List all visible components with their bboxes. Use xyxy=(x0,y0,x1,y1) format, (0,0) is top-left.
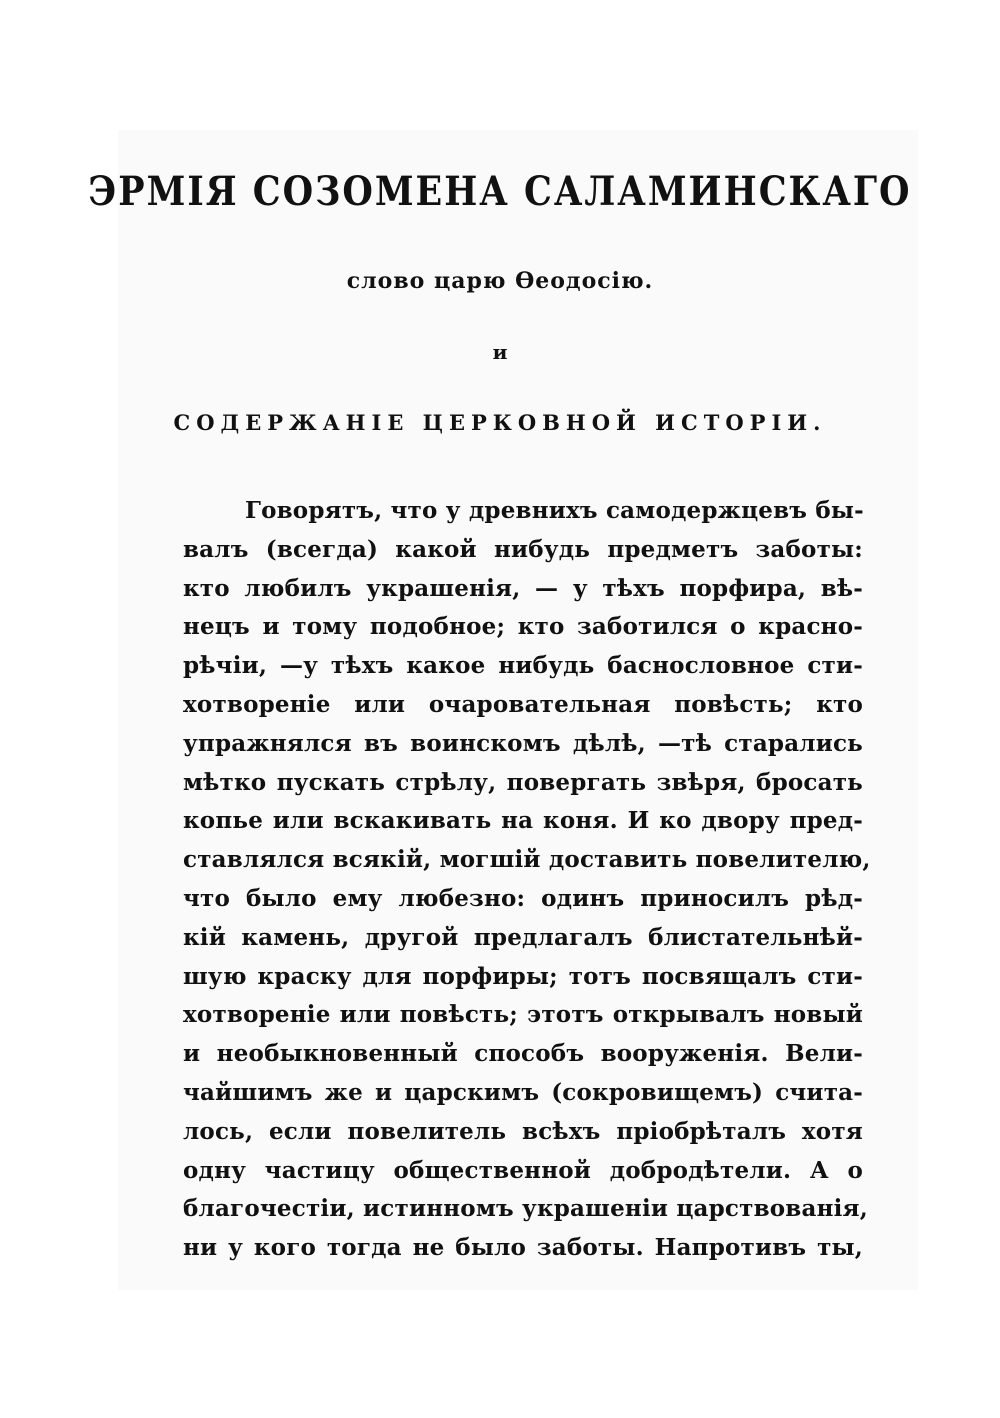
text-line: кто любилъ украшенія, — у тѣхъ порфира, вѣ- xyxy=(183,574,863,602)
section-heading: СОДЕРЖАНІЕ ЦЕРКОВНОЙ ИСТОРІИ. xyxy=(173,410,827,435)
text-line: что было ему любезно: одинъ приносилъ рѣд- xyxy=(183,884,863,912)
text-line: хотвореніе или повѣсть; этотъ открывалъ новый xyxy=(183,1001,863,1029)
text-line: Говорятъ, что у древнихъ самодержцевъ бы- xyxy=(245,497,864,524)
text-line: хотвореніе или очаровательная повѣсть; кто xyxy=(183,690,863,718)
conjunction: и xyxy=(492,340,508,364)
text-line: упражнялся въ воинскомъ дѣлѣ, —тѣ старались xyxy=(183,729,863,757)
text-line: ни у кого тогда не было заботы. Напротивъ ты, xyxy=(183,1234,863,1262)
body-text xyxy=(183,492,871,1268)
text-line: благочестіи, истинномъ украшеніи царствованія, xyxy=(183,1195,868,1223)
text-line: рѣчіи, —у тѣхъ какое нибудь баснословное сти- xyxy=(183,652,863,680)
text-line: мѣтко пускать стрѣлу, повергать звѣря, бросать xyxy=(183,768,863,796)
text-line: лось, если повелитель всѣхъ пріобрѣталъ хотя xyxy=(183,1117,863,1145)
text-line: копье или вскакивать на коня. И ко двору пред- xyxy=(183,807,863,835)
text-line: валъ (всегда) какой нибудь предметъ заботы: xyxy=(183,535,863,563)
document-subtitle: слово царю Өеодосію. xyxy=(346,268,654,294)
text-line: шую краску для порфиры; тотъ посвящалъ сти- xyxy=(183,962,863,990)
text-line: чайшимъ же и царскимъ (сокровищемъ) счита- xyxy=(183,1078,863,1106)
text-line: кій камень, другой предлагалъ блистательнѣй- xyxy=(183,923,863,951)
text-line: и необыкновенный способъ вооруженія. Вели- xyxy=(183,1040,863,1068)
text-line: одну частицу общественной добродѣтели. А о xyxy=(183,1156,863,1184)
text-line: ставлялся всякій, могшій доставить повелителю, xyxy=(183,846,871,874)
document-title: ЭРМІЯ СОЗОМЕНА САЛАМИНСКАГО xyxy=(88,168,912,216)
text-line: нецъ и тому подобное; кто заботился о красно- xyxy=(183,613,863,641)
